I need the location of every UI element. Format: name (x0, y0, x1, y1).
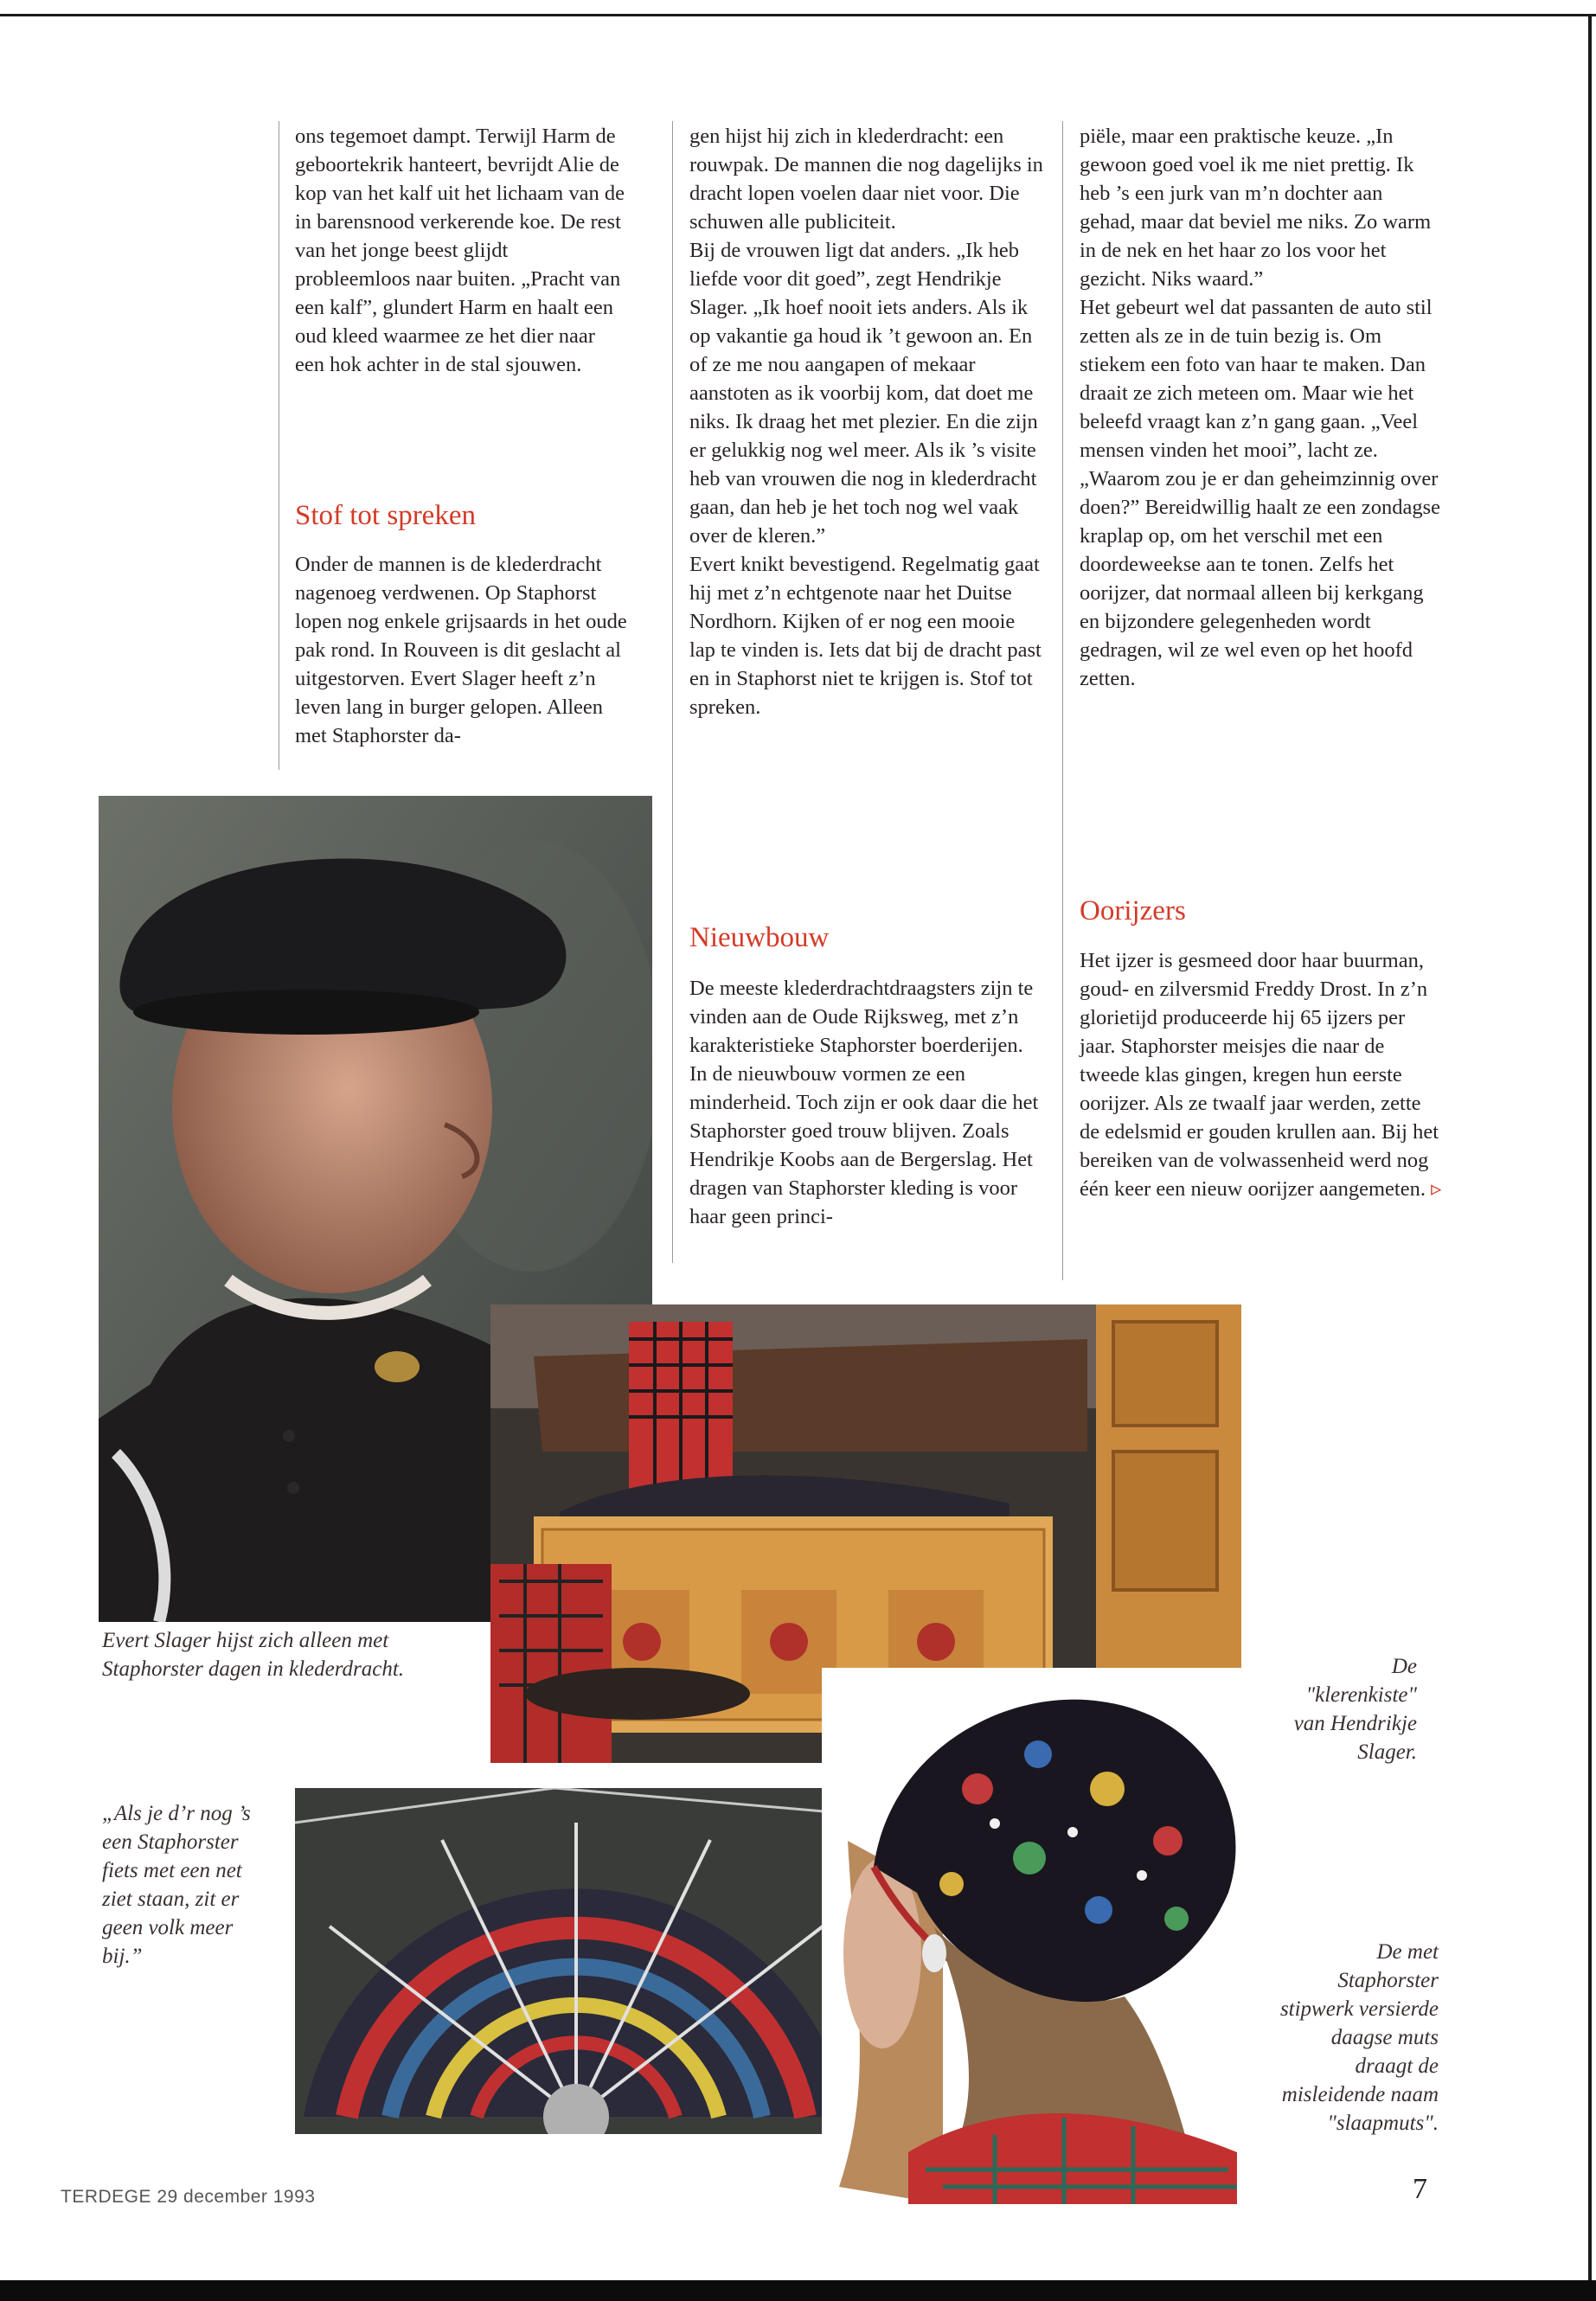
paragraph: De meeste klederdrachtdraagsters zijn te vinden aan de Oude Rijksweg, met z’n karakteristieke Staphorster boerderijen. In de nieuwbouw vormen ze een minderheid. Toch zijn er ook daar die het Staphorster goed trouw blijven. Zoals Hendrikje Koobs aan de Bergerslag. Het dragen van Staphorster kleding is voor haar geen princi- (689, 977, 1039, 1228)
paragraph (1080, 946, 1443, 1203)
column-2-nieuwbouw (689, 974, 1044, 1231)
heading-stof-tot-spreken: Stof tot spreken (295, 500, 476, 531)
column-rule (672, 121, 673, 1263)
heading-oorijzers: Oorijzers (1080, 895, 1186, 926)
caption-klerenkiste: De "klerenkiste" van Hendrikje Slager. (1293, 1655, 1417, 1764)
photo-muts (822, 1668, 1280, 2204)
photo-fiets-net (295, 1788, 854, 2134)
right-border (1588, 14, 1592, 2280)
column-1-stof (295, 550, 628, 750)
heading-nieuwbouw: Nieuwbouw (689, 922, 830, 953)
column-3-oorijzers (1080, 946, 1443, 1203)
paragraph: Evert knikt bevestigend. Regelmatig gaat hij met z’n echtgenote naar het Duitse Nordhorn. Kijken of er nog een mooie lap te vinden is. Iets dat bij de dracht past en in Staphorst niet te krijgen is. Stof tot spreken. (689, 553, 1042, 719)
column-2-text (689, 122, 1044, 721)
page-number: 7 (1413, 2173, 1427, 2205)
bicycle-net-illustration (295, 1788, 854, 2134)
column-1-intro (295, 122, 628, 379)
column-rule (1062, 121, 1063, 1280)
paragraph: ons tegemoet dampt. Terwijl Harm de geboortekrik hanteert, bevrijdt Alie de kop van het kalf uit het lichaam van de in barensnood verkerende koe. De rest van het jonge beest glijdt probleemloos naar buiten. „Pracht van een kalf”, glundert Harm en haalt een oud kleed waarmee ze het dier naar een hok achter in de stal sjouwen. (295, 125, 625, 376)
paragraph: piële, maar een praktische keuze. „In gewoon goed voel ik me niet prettig. Ik heb ’s een jurk van m’n dochter aan gehad, maar dat beviel me niks. Zo warm in de nek en het haar zo los voor het gezicht. Niks waard.” (1080, 125, 1432, 291)
end-mark-icon: ▹ (1431, 1177, 1442, 1201)
caption-muts: De met Staphorster stipwerk versierde daagse muts draagt de misleidende naam "slaapmuts". (1279, 1940, 1439, 2135)
paragraph: Bij de vrouwen ligt dat anders. „Ik heb liefde voor dit goed”, zegt Hendrikje Slager. „Ik hoef nooit iets anders. Als ik op vakantie ga houd ik ’t gewoon an. En of ze me nou aangapen of mekaar aanstoten as ik voorbij kom, dat doet me niks. Ik draag het met plezier. En die zijn er gelukkig nog wel meer. Als ik ’s visite heb van vrouwen die nog in klederdracht gaan, dan heb je het toch nog wel vaak over de kleren.” (689, 239, 1038, 548)
paragraph-text: Het ijzer is gesmeed door haar buurman, goud- en zilversmid Freddy Drost. In z’n glorietijd produceerde hij 65 ijzers per jaar. Staphorster meisjes die naar de tweede klas gingen, kregen hun eerste oorijzer. Als ze twaalf jaar werden, zette de edelsmid er gouden krullen aan. Bij het bereiken van de volwassenheid werd nog één keer een nieuw oorijzer aangemeten. (1080, 949, 1439, 1201)
footer-publication: TERDEGE 29 december 1993 (61, 2187, 316, 2207)
column-3-text (1080, 122, 1443, 693)
paragraph: gen hijst hij zich in klederdracht: een rouwpak. De mannen die nog dagelijks in dracht lopen voelen daar niet voor. Die schuwen alle publiciteit. (689, 125, 1043, 234)
caption-evert-slager: Evert Slager hijst zich alleen met Staphorster dagen in klederdracht. (102, 1629, 405, 1681)
top-border (0, 14, 1596, 16)
paragraph: Het gebeurt wel dat passanten de auto stil zetten als ze in de tuin bezig is. Om stiekem een foto van haar te maken. Dan draait ze zich meteen om. Maar wie het beleefd vraagt kan z’n gang gaan. „Veel mensen vinden het mooi”, lacht ze. „Waarom zou je er dan geheimzinnig over doen?” Bereidwillig haalt ze een zondagse kraplap op, om het verschil met een doordeweekse aan te tonen. Zelfs het oorijzer, dat normaal alleen bij kerkgang en bijzondere gelegenheden wordt gedragen, wil ze wel even op het hoofd zetten. (1080, 296, 1440, 690)
bottom-border (0, 2280, 1596, 2301)
cap-illustration (822, 1668, 1280, 2204)
caption-fiets: „Als je d’r nog ’s een Staphorster fiets met een net ziet staan, zit er geen volk meer bij.” (102, 1802, 251, 1968)
paragraph: Onder de mannen is de klederdracht nagenoeg verdwenen. Op Staphorst lopen nog enkele grijsaards in het oude pak rond. In Rouveen is dit geslacht al uitgestorven. Evert Slager heeft z’n leven lang in burger gelopen. Alleen met Staphorster da- (295, 553, 627, 747)
